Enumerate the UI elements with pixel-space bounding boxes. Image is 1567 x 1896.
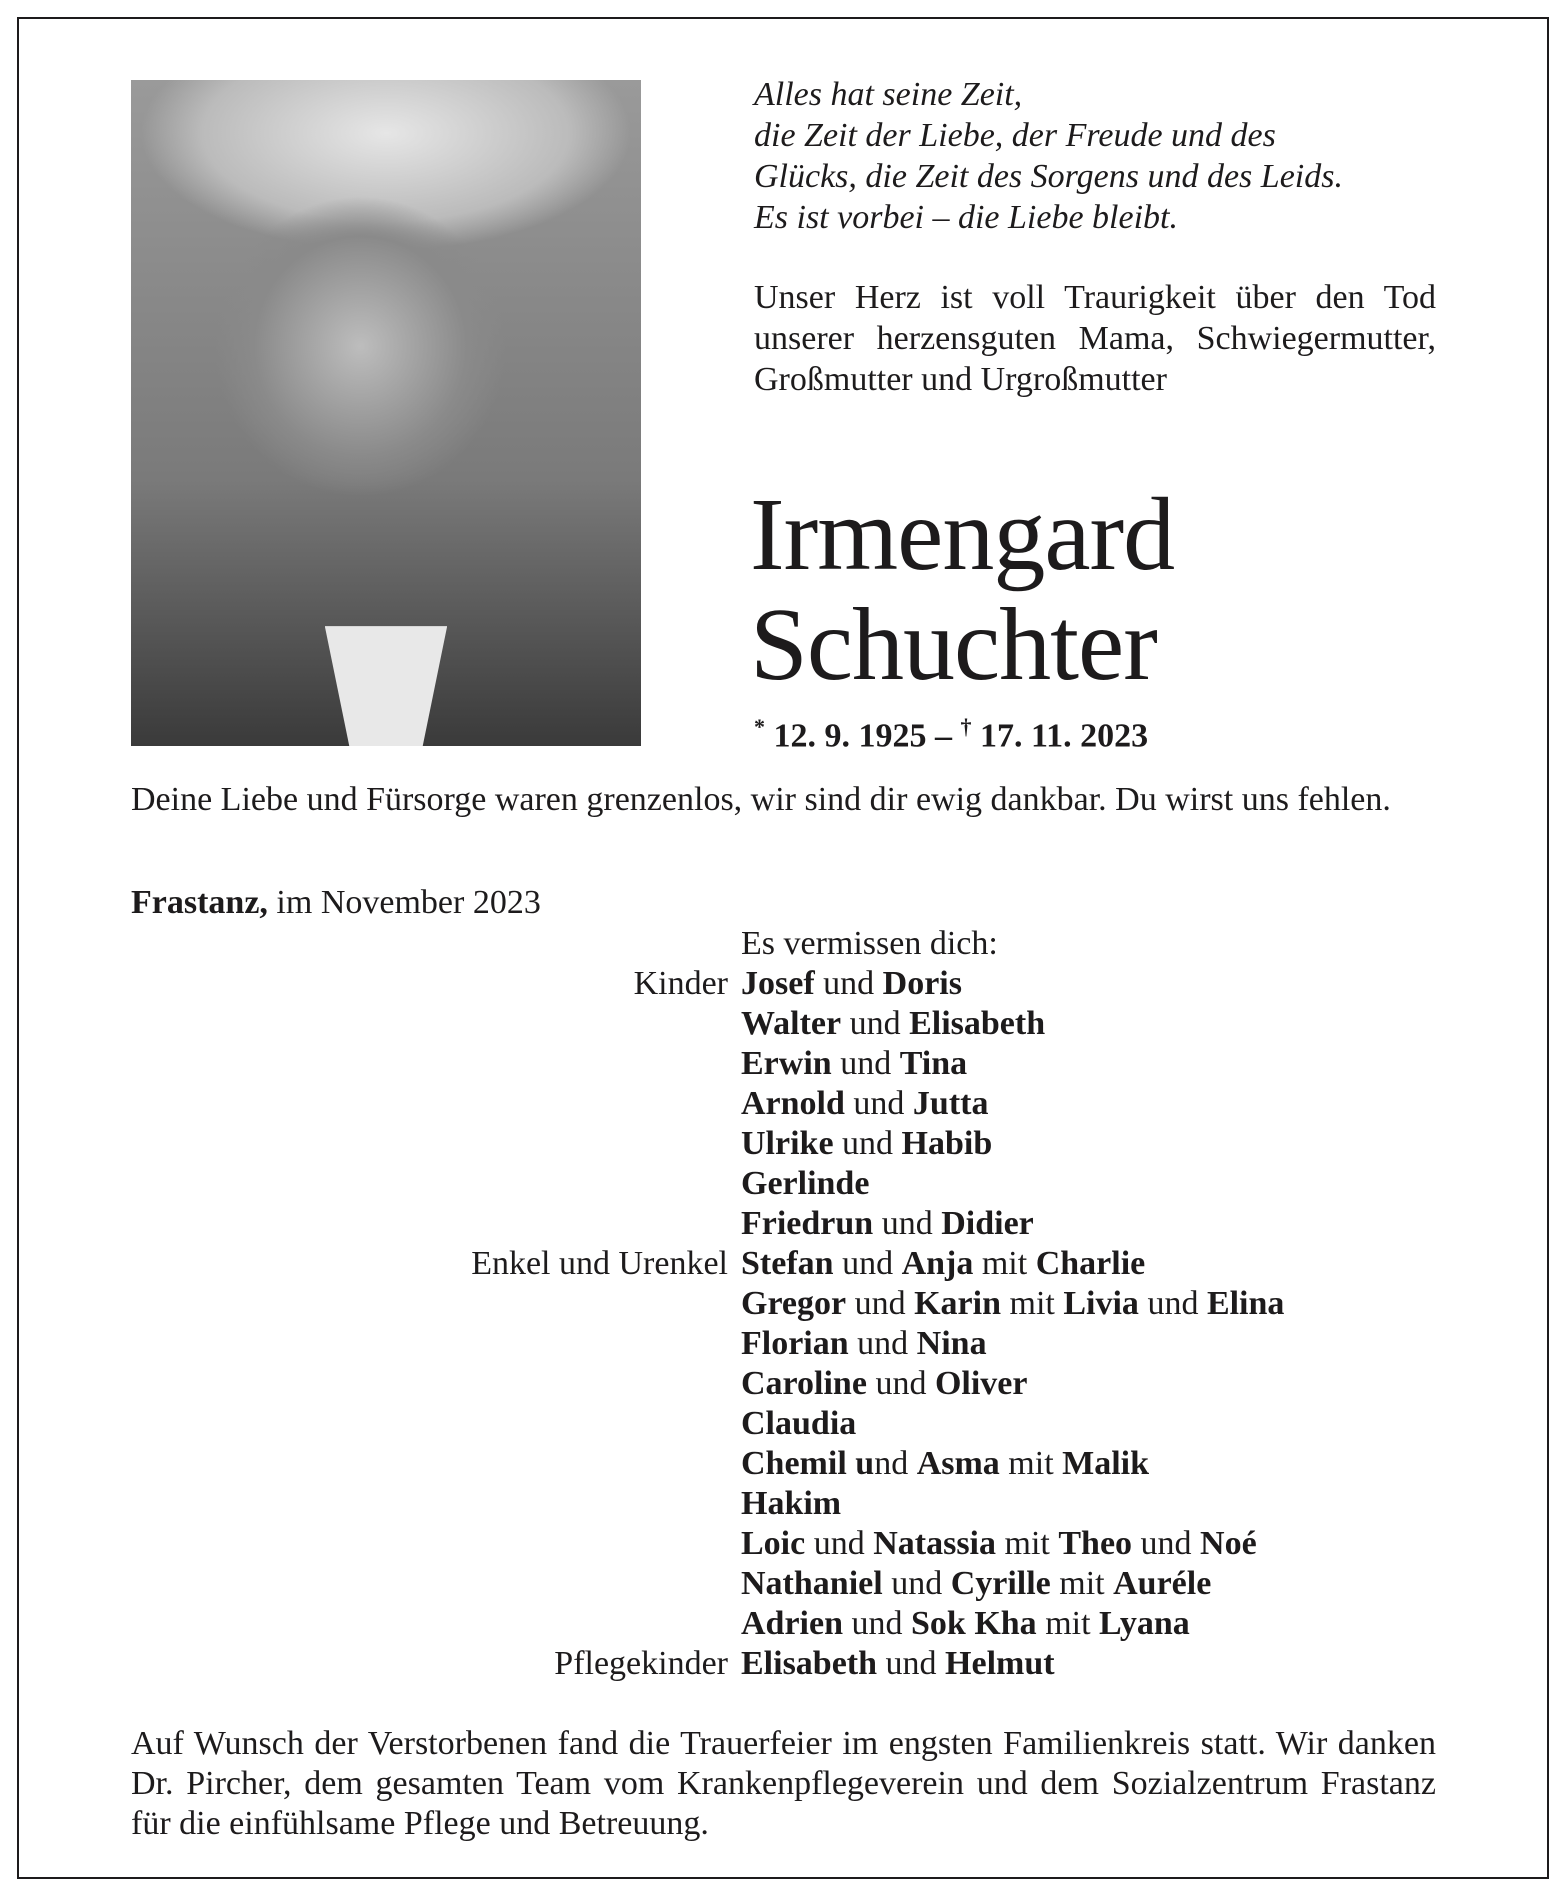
person-name: Helmut — [945, 1645, 1055, 1682]
relation-label — [0, 1204, 741, 1244]
connector: und — [1138, 1285, 1207, 1322]
mourner-names — [741, 1644, 1055, 1684]
person-name: Livia — [1063, 1285, 1139, 1322]
birth-date: 12. 9. 1925 — [773, 717, 927, 755]
relation-label — [0, 1004, 741, 1044]
connector: mit — [999, 1445, 1063, 1482]
relation-label — [0, 1404, 741, 1444]
connector: und — [846, 1285, 915, 1322]
connector: und — [814, 965, 883, 1002]
relation-label: Enkel und Urenkel — [471, 1245, 728, 1282]
poem-line: Alles hat seine Zeit, — [754, 76, 1023, 113]
relation-label — [0, 1484, 741, 1524]
person-name: Jutta — [912, 1085, 989, 1122]
person-name: Asma — [916, 1445, 1000, 1482]
photo-collar — [325, 626, 447, 746]
person-name: Tina — [899, 1045, 968, 1082]
connector: nd — [874, 1445, 917, 1482]
person-name: Nina — [916, 1325, 987, 1362]
person-name: Caroline — [741, 1365, 867, 1402]
person-name: Claudia — [741, 1405, 857, 1442]
mourner-names — [741, 1604, 1190, 1644]
person-name: Didier — [941, 1205, 1034, 1242]
person-name: Elisabeth — [741, 1645, 878, 1682]
intro-text: Unser Herz ist voll Traurigkeit über den Tod unserer herzensguten Mama, Schwiegermutter, Großmutter und Urgroßmutter — [754, 279, 1436, 398]
connector: und — [841, 1005, 910, 1042]
birth-symbol: * — [754, 714, 765, 739]
closing-text: Deine Liebe und Fürsorge waren grenzenlos, wir sind dir ewig dankbar. Du wirst uns fehlen. — [131, 781, 1391, 818]
person-name: Loic — [741, 1525, 806, 1562]
person-name: Noé — [1200, 1525, 1257, 1562]
connector: und — [1132, 1525, 1201, 1562]
person-name: Sok Kha — [911, 1605, 1037, 1642]
poem-line: die Zeit der Liebe, der Freude und des — [754, 117, 1276, 154]
person-name: Karin — [914, 1285, 1002, 1322]
connector: und — [831, 1045, 900, 1082]
connector: und — [877, 1645, 946, 1682]
connector: mit — [1036, 1605, 1100, 1642]
person-name: Auréle — [1113, 1565, 1212, 1602]
person-name: Erwin — [741, 1045, 832, 1082]
town: Frastanz, — [131, 884, 268, 921]
connector: und — [833, 1125, 902, 1162]
mourner-row — [0, 1324, 1567, 1364]
date-separator: – — [926, 717, 961, 755]
mourner-row — [0, 1364, 1567, 1404]
relation-label — [0, 1164, 741, 1204]
person-name: Walter — [741, 1005, 842, 1042]
relation-label — [0, 1084, 741, 1124]
person-name: Nathaniel — [741, 1565, 883, 1602]
person-name: Cyrille — [950, 1565, 1051, 1602]
person-name: Florian — [741, 1325, 849, 1362]
relation-label — [0, 1444, 741, 1484]
mourner-row — [0, 1644, 1567, 1684]
poem-line: Es ist vorbei – die Liebe bleibt. — [754, 199, 1178, 236]
mourner-names — [741, 1004, 1045, 1044]
month: im November 2023 — [267, 884, 541, 921]
relation-label — [0, 1044, 741, 1084]
mourner-row — [0, 1564, 1567, 1604]
deceased-name — [750, 477, 1175, 702]
mourner-row — [0, 1444, 1567, 1484]
poem — [754, 74, 1444, 238]
connector: mit — [1001, 1285, 1064, 1322]
person-name: Arnold — [741, 1085, 845, 1122]
mourner-row — [0, 1524, 1567, 1564]
relation-label — [0, 1604, 741, 1644]
mourner-names — [741, 1364, 1027, 1404]
last-name: Schuchter — [750, 587, 1157, 702]
first-name: Irmengard — [750, 477, 1175, 592]
mourner-row — [0, 1284, 1567, 1324]
person-name: Hakim — [741, 1485, 842, 1522]
mourner-row — [0, 1244, 1567, 1284]
mourner-names — [741, 1124, 992, 1164]
mourner-row — [0, 964, 1567, 1004]
relation-label — [0, 1324, 741, 1364]
person-name: Lyana — [1099, 1605, 1190, 1642]
person-name: Theo — [1058, 1525, 1133, 1562]
mourner-row — [0, 1004, 1567, 1044]
person-name: Anja — [901, 1245, 974, 1282]
person-name: Doris — [882, 965, 962, 1002]
mourner-row — [0, 1084, 1567, 1124]
person-name: Chemil u — [741, 1445, 875, 1482]
mourner-names — [741, 1204, 1034, 1244]
relation-label — [0, 1124, 741, 1164]
mourner-names — [741, 1524, 1257, 1564]
mourner-names — [741, 1404, 856, 1444]
connector: und — [882, 1565, 951, 1602]
connector: und — [866, 1365, 935, 1402]
mourner-row — [0, 1484, 1567, 1524]
person-name: Ulrike — [741, 1125, 834, 1162]
person-name: Charlie — [1035, 1245, 1146, 1282]
person-name: Oliver — [934, 1365, 1028, 1402]
relation-label — [0, 1564, 741, 1604]
connector: mit — [1050, 1565, 1114, 1602]
mourners-heading: Es vermissen dich: — [741, 925, 998, 962]
mourner-row — [0, 1124, 1567, 1164]
death-symbol: † — [960, 714, 972, 739]
person-name: Stefan — [741, 1245, 834, 1282]
poem-line: Glücks, die Zeit des Sorgens und des Leids. — [754, 158, 1343, 195]
relation-label — [0, 1524, 741, 1564]
life-dates — [754, 714, 1148, 755]
mourner-names — [741, 1084, 988, 1124]
person-name: Gerlinde — [741, 1165, 870, 1202]
mourner-names — [741, 1324, 987, 1364]
person-name: Gregor — [741, 1285, 847, 1322]
person-name: Elisabeth — [909, 1005, 1046, 1042]
death-date: 17. 11. 2023 — [980, 717, 1149, 755]
person-name: Habib — [901, 1125, 993, 1162]
person-name: Josef — [741, 965, 815, 1002]
person-name: Elina — [1206, 1285, 1285, 1322]
mourner-names — [741, 1444, 1149, 1484]
connector: mit — [996, 1525, 1059, 1562]
mourner-names — [741, 1564, 1211, 1604]
mourner-names — [741, 1484, 841, 1524]
mourner-names — [741, 1164, 869, 1204]
person-name: Adrien — [741, 1605, 843, 1642]
final-text: Auf Wunsch der Verstorbenen fand die Trauerfeier im engsten Familienkreis statt. Wir danken Dr. Pircher, dem gesamten Team vom Krankenpflegeverein und dem Sozialzentrum Frastanz für die einfühlsame Pflege und Betreuung. — [131, 1725, 1436, 1842]
person-name: Natassia — [873, 1525, 997, 1562]
mourner-names — [741, 1284, 1284, 1324]
connector: und — [844, 1085, 913, 1122]
mourner-row — [0, 1044, 1567, 1084]
place-date — [131, 884, 541, 922]
connector: und — [843, 1605, 911, 1642]
connector: und — [833, 1245, 902, 1282]
mourner-row — [0, 1204, 1567, 1244]
relation-label: Kinder — [633, 965, 728, 1002]
person-name: Malik — [1062, 1445, 1150, 1482]
mourners-list — [0, 924, 1567, 1684]
mourner-row — [0, 1164, 1567, 1204]
person-name: Friedrun — [741, 1205, 874, 1242]
mourner-names — [741, 1044, 967, 1084]
relation-label: Pflegekinder — [554, 1645, 728, 1682]
connector: und — [805, 1525, 874, 1562]
portrait-photo — [131, 80, 641, 746]
relation-label — [0, 1284, 741, 1324]
mourner-row — [0, 1404, 1567, 1444]
connector: mit — [973, 1245, 1036, 1282]
mourner-names — [741, 1244, 1145, 1284]
mourner-row — [0, 1604, 1567, 1644]
mourner-names — [741, 964, 962, 1004]
connector: und — [873, 1205, 942, 1242]
relation-label — [0, 1364, 741, 1404]
connector: und — [848, 1325, 917, 1362]
